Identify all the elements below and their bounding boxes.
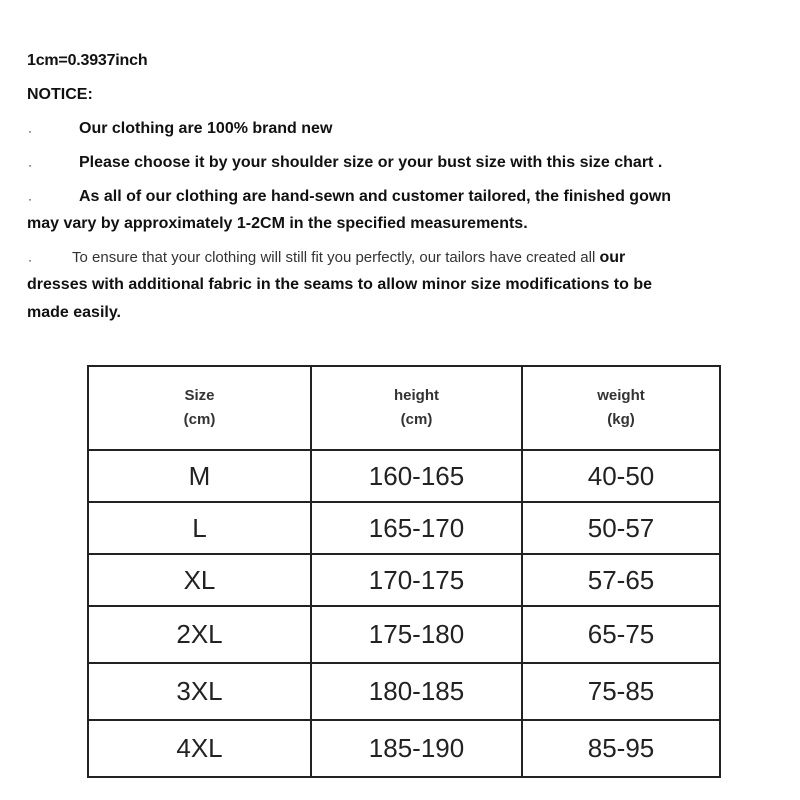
header-height bbox=[311, 366, 522, 450]
notice-bullet-size-choice: Please choose it by your shoulder size or your bust size with this size chart . bbox=[79, 154, 663, 171]
notice-bullet-brand-new: Our clothing are 100% brand new bbox=[79, 120, 333, 137]
cell-weight: 65-75 bbox=[522, 606, 720, 663]
notice-bullet-hand-sewn: As all of our clothing are hand-sewn and customer tailored, the finished gown bbox=[79, 188, 672, 205]
bullet-dot: · bbox=[28, 158, 32, 172]
header-unit: (cm) bbox=[400, 411, 433, 428]
header-label: weight bbox=[597, 387, 645, 404]
cell-size: 2XL bbox=[88, 606, 311, 663]
cell-height: 160-165 bbox=[311, 450, 522, 502]
table-row bbox=[88, 663, 720, 720]
bullet-dot: · bbox=[28, 192, 32, 206]
cell-height: 165-170 bbox=[311, 502, 522, 554]
header-weight bbox=[522, 366, 720, 450]
header-label: height bbox=[394, 387, 439, 404]
tailor-note-bold-text: our bbox=[599, 249, 626, 266]
cell-weight: 40-50 bbox=[522, 450, 720, 502]
table-header-row bbox=[88, 366, 720, 450]
notice-tailor-line-1 bbox=[72, 249, 625, 267]
cell-height: 170-175 bbox=[311, 554, 522, 606]
table-row bbox=[88, 554, 720, 606]
bullet-dot: · bbox=[28, 253, 32, 267]
cell-size: 4XL bbox=[88, 720, 311, 777]
cell-size: M bbox=[88, 450, 311, 502]
cell-weight: 57-65 bbox=[522, 554, 720, 606]
header-unit: (kg) bbox=[607, 411, 635, 428]
table-row bbox=[88, 450, 720, 502]
bullet-dot: · bbox=[28, 124, 32, 138]
table-row bbox=[88, 606, 720, 663]
cell-weight: 85-95 bbox=[522, 720, 720, 777]
header-label: Size bbox=[184, 387, 215, 404]
cell-size: XL bbox=[88, 554, 311, 606]
cell-size: 3XL bbox=[88, 663, 311, 720]
header-unit: (cm) bbox=[183, 411, 216, 428]
notice-bullet-hand-sewn-cont: may vary by approximately 1-2CM in the specified measurements. bbox=[27, 215, 528, 232]
unit-conversion: 1cm=0.3937inch bbox=[27, 52, 148, 69]
size-chart-table bbox=[87, 365, 721, 778]
notice-tailor-line-3: made easily. bbox=[27, 304, 121, 321]
cell-height: 185-190 bbox=[311, 720, 522, 777]
notice-title: NOTICE: bbox=[27, 86, 93, 103]
header-size bbox=[88, 366, 311, 450]
table-row bbox=[88, 720, 720, 777]
cell-height: 175-180 bbox=[311, 606, 522, 663]
cell-weight: 75-85 bbox=[522, 663, 720, 720]
cell-weight: 50-57 bbox=[522, 502, 720, 554]
notice-tailor-line-2: dresses with additional fabric in the seams to allow minor size modifications to be bbox=[27, 276, 653, 293]
cell-height: 180-185 bbox=[311, 663, 522, 720]
table-row bbox=[88, 502, 720, 554]
tailor-note-light-text: To ensure that your clothing will still fit you perfectly, our tailors have created all bbox=[72, 249, 600, 266]
cell-size: L bbox=[88, 502, 311, 554]
